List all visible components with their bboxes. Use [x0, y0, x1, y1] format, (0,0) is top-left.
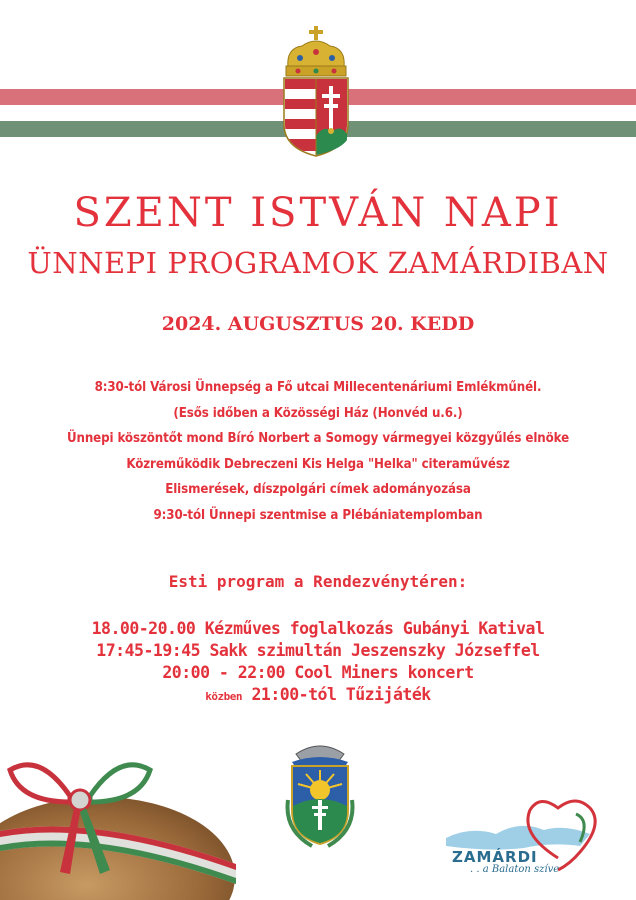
evening-item-fireworks	[0, 684, 636, 706]
event-date: 2024. AUGUSZTUS 20. KEDD	[161, 313, 475, 335]
program-line: Elismerések, díszpolgári címek adományozása	[165, 482, 471, 498]
evening-item: 18.00-20.00 Kézműves foglalkozás Gubányi Katival	[91, 619, 545, 638]
evening-item: 20:00 - 22:00 Cool Miners koncert	[162, 663, 474, 682]
page-subtitle: ÜNNEPI PROGRAMOK ZAMÁRDIBAN	[27, 246, 609, 280]
bread-with-ribbon-icon	[0, 752, 236, 900]
zamardi-heart-logo-icon	[440, 790, 620, 890]
program-line: 9:30-tól Ünnepi szentmise a Plébániatemplomban	[153, 507, 483, 523]
page-title: SZENT ISTVÁN NAPI	[73, 190, 563, 236]
evening-item-prefix: közben	[205, 690, 243, 703]
evening-item: 17:45-19:45 Sakk szimultán Jeszenszky Józseffel	[96, 641, 540, 660]
program-line: (Esős időben a Közösségi Ház (Honvéd u.6.)	[173, 405, 463, 421]
evening-item-main: 21:00-tól Tűzijáték	[251, 685, 431, 704]
logo-tagline: . . a Balaton szíve	[470, 864, 560, 875]
program-line: Közreműködik Debreczeni Kis Helga "Helka" citeraművész	[126, 456, 510, 472]
evening-program-heading: Esti program a Rendezvénytéren:	[168, 572, 468, 591]
hungarian-coat-of-arms-icon	[278, 24, 354, 158]
program-line: 8:30-tól Városi Ünnepség a Fő utcai Millecentenáriumi Emlékműnél.	[94, 380, 542, 395]
program-line: Ünnepi köszöntőt mond Bíró Norbert a Somogy vármegyei közgyűlés elnöke	[66, 431, 570, 447]
zamardi-coat-of-arms-icon	[282, 740, 358, 850]
program-list	[0, 375, 636, 529]
logo-name: ZAMÁRDI	[452, 848, 538, 866]
evening-program-list	[0, 618, 636, 706]
